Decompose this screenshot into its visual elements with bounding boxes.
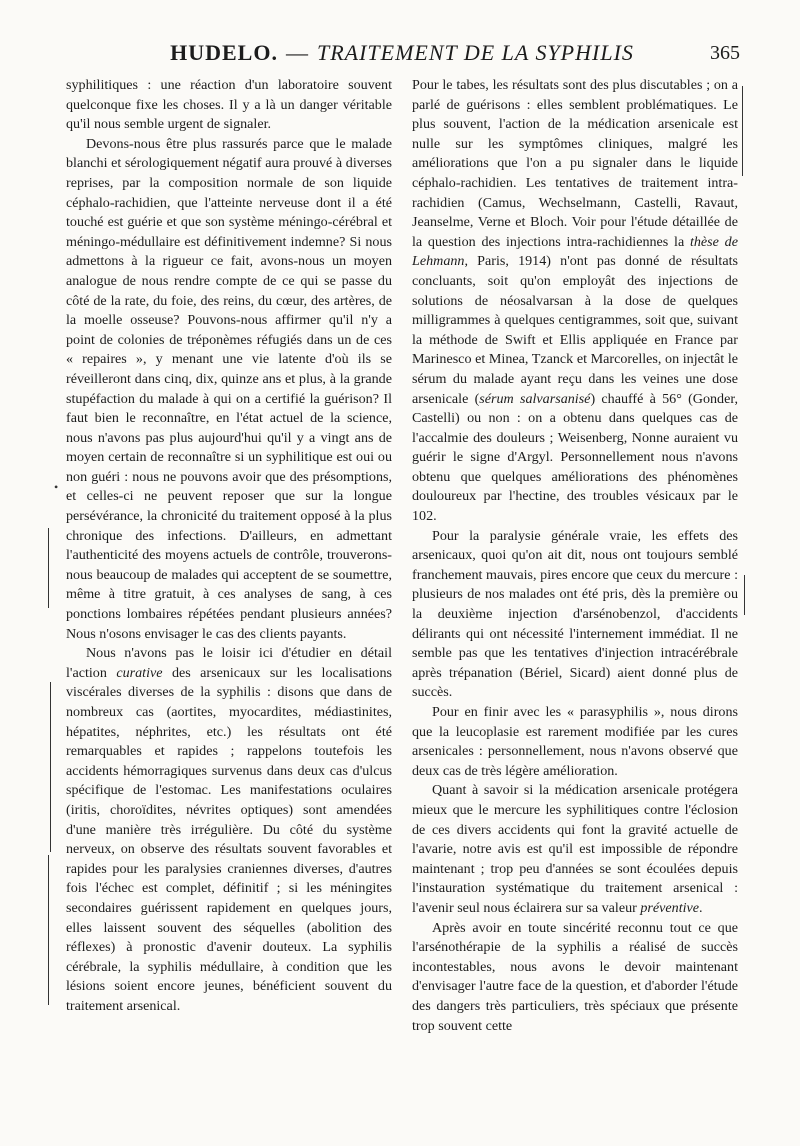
left-paragraph-3: Nous n'avons pas le loisir ici d'étudier en détail l'action curative des arsenicaux sur les localisations viscérales diverses de la syphilis : disons que dans de nombreux cas (aortites, myocardites, médiastinites, hépatites, néphrites, etc.) les résultats ont été remarquables et rapides ; rappelons toutefois les accidents hémorragiques survenus dans deux cas d'ulcus spécifique de l'estomac. Les manifestations oculaires (iritis, choroïdites, névrites optiques) sont amendées d'une manière très irrégulière. Du côté du système nerveux, on observe des résultats souvent favorables et rapides pour les paralysies craniennes diverses, d'autres fois l'échec est complet, définitif ; si les méningites secondaires guérissent rapidement en quelques jours, elles laissent souvent des séquelles (abolition des réflexes) à pronostic d'avenir douteux. La syphilis cérébrale, la syphilis médullaire, à condition que les lésions soient encore jeunes, bénéficient souvent du traitement arsenical. (66, 645, 393, 1014)
header-title-line (64, 40, 740, 66)
margin-dot-left: • (54, 480, 59, 494)
right-paragraph-2: Pour la paralysie générale vraie, les effets des arsenicaux, quoi qu'on ait dit, nous ont toujours semblé franchement mauvais, pires encore que ceux du mercure : plusieurs de nos malades ont été pris, dès la première ou la deuxième injection d'arsénobenzol, d'accidents délirants qui ont nécessité l'internement immédiat. Il ne semble pas que les tentatives d'injection intracérébrale après trépanation (Bériel, Sicard) aient donné plus de succès. (412, 527, 738, 701)
right-paragraph-3: Pour en finir avec les « parasyphilis », nous dirons que la leucoplasie est rarement modifiée par les cures arsenicales : personnellement, nous n'avons observé que deux cas de très légère amélioration. (412, 704, 738, 779)
margin-mark-left-1 (48, 528, 49, 608)
left-paragraph-1: syphilitiques : une réaction d'un laboratoire souvent quelconque fixe les choses. Il y a là un danger véritable qu'il nous semble urgent de signaler. (66, 77, 392, 133)
margin-mark-left-3 (48, 855, 49, 1005)
left-paragraph-2: Devons-nous être plus rassurés parce que le malade blanchi et sérologiquement négatif aura prouvé à diverses reprises, par la composition normale de son liquide céphalo-rachidien, que l'atteinte nerveuse dont il a été touché est guérie et que son système méningo-cérébral et méningo-médullaire est définitivement indemne? Si nous admettons à la rigueur ce fait, avons-nous un moyen analogue de nous rendre compte de ce qui se passe du côté de la rate, du foie, des reins, du cœur, des artères, de la moelle osseuse? Pouvons-nous affirmer qu'il n'y a point de colonies de tréponèmes réfugiés dans un de ces « repaires », y menant une vie latente d'où ils se réveilleront dans cinq, dix, quinze ans et plus, à la grande stupéfaction du malade à qui on a certifié la guérison? Il faut bien le reconnaître, en l'état actuel de la science, nous n'avons pas plus aujourd'hui qu'il y a vingt ans de moyen certain de reconnaître si un syphilitique est oui ou non guéri : nous ne pouvons avoir que des présomptions, et celles-ci ne peuvent reposer que sur la longue persévérance, la chronicité du traitement opposé à la plus chronique des infections. D'ailleurs, en admettant l'authenticité des moyens actuels de contrôle, trouverons-nous beaucoup de malades qui acceptent de se soumettre, même à titre gratuit, à ces analyses de sang, à ces ponctions lombaires répétées pendant plusieurs années? Nous n'osons envisager le cas des clients payants. (66, 135, 392, 642)
header-dash: — (285, 40, 309, 65)
header-title: TRAITEMENT DE LA SYPHILIS (316, 40, 634, 65)
right-paragraph-4: Quant à savoir si la médication arsenicale protégera mieux que le mercure les syphilitiques contre l'éclosion de ces divers accidents qui font la gravité actuelle de l'avarie, notre avis est qu'il est impossible de répondre maintenant ; trop peu d'années se sont écoulées depuis l'instauration systématique du traitement arsenical : l'avenir seul nous éclairera sur sa valeur préventive. (412, 782, 738, 916)
right-paragraph-1: Pour le tabes, les résultats sont des plus discutables ; on a parlé de guérisons : elles semblent problématiques. Le plus souvent, l'action de la médication arsenicale est nulle sur les symptômes cliniques, malgré les améliorations que l'on a pu signaler dans le liquide céphalo-rachidien. Les tentatives de traitement intra-rachidien (Camus, Wechselmann, Castelli, Ravaut, Jeanselme, Verne et Bloch. Voir pour l'étude détaillée de la question des injections intra-rachidiennes la thèse de Lehmann, Paris, 1914) n'ont pas donné de résultats concluants, soit qu'on employât des injections de solutions de néosalvarsan à la dose de quelques milligrammes à quelques centigrammes, soit que, suivant la méthode de Swift et Ellis appliquée en France par Marinesco et Minea, Tzanck et Marcorelles, on injectât le sérum du malade ayant reçu dans les veines une dose arsenicale (sérum salvarsanisé) chauffé à 56° (Gonder, Castelli) ou non : on a obtenu dans quelques cas de l'accalmie des douleurs ; Weisenberg, Nonne auraient vu guérir le signe d'Argyl. Personnellement nous n'avons obtenu que quelques améliorations des phénomènes douloureux par l'hectine, des troubles vésicaux par le 102. (412, 77, 739, 525)
page-number: 365 (710, 42, 740, 64)
running-head (64, 40, 740, 70)
right-column (412, 76, 738, 1036)
header-author: HUDELO. (170, 40, 278, 65)
right-paragraph-5: Après avoir en toute sincérité reconnu tout ce que l'arsénothérapie de la syphilis a réalisé de succès incontestables, nous avons le devoir maintenant d'envisager l'autre face de la question, et d'aborder l'étude des dangers très particuliers, très spéciaux que présente trop souvent cette (412, 919, 738, 1034)
margin-mark-right-1 (742, 86, 743, 176)
margin-mark-left-2 (50, 682, 51, 852)
left-column (66, 76, 392, 1017)
margin-mark-right-2 (744, 575, 745, 615)
